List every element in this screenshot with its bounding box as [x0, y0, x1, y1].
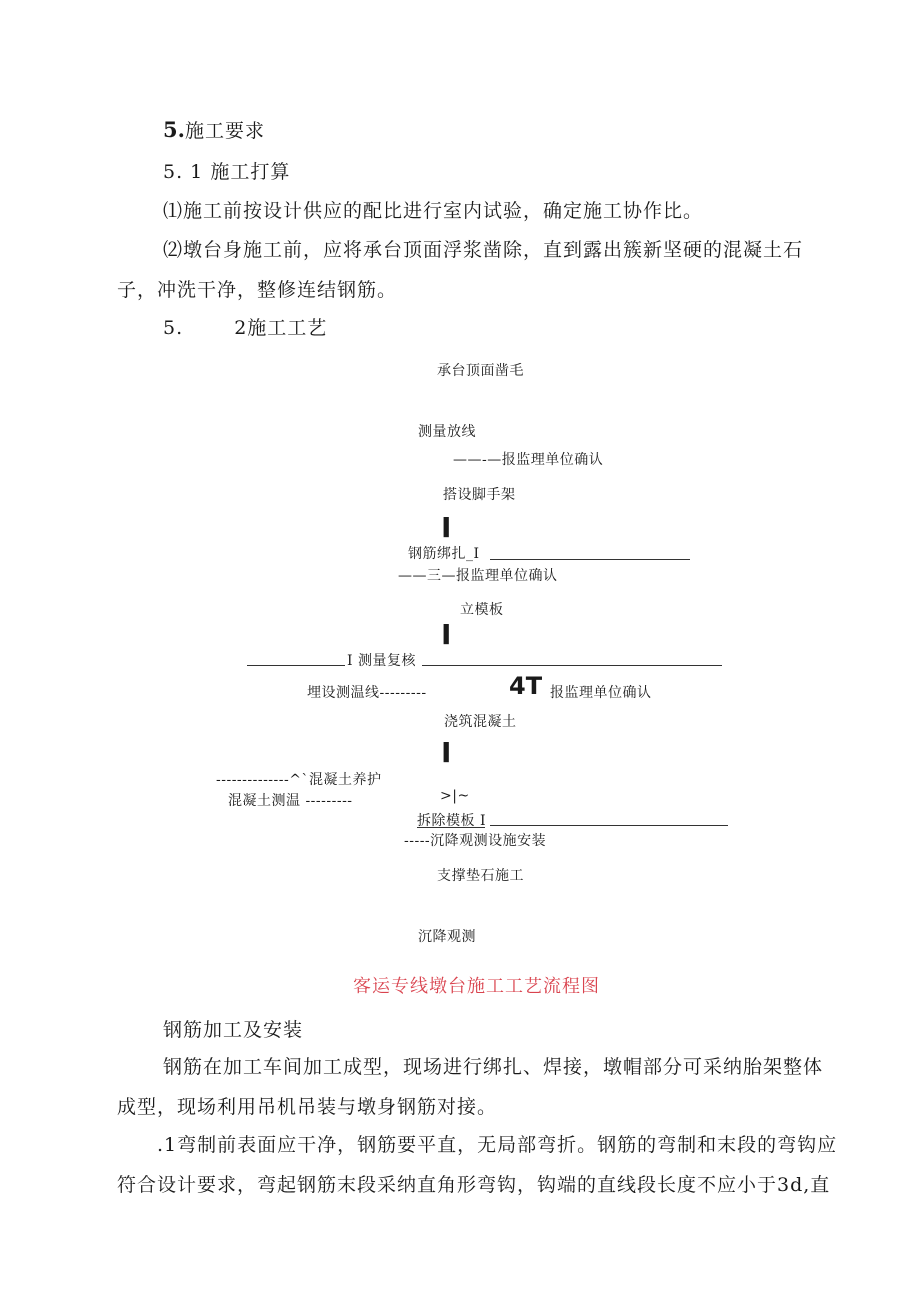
- flow-step-survey: 测量放线: [418, 424, 476, 440]
- flow-report-1: ——-—报监理单位确认: [453, 452, 604, 468]
- flow-mark-4t: 4T: [509, 672, 543, 700]
- flow-report-3: 报监理单位确认: [550, 685, 652, 701]
- rebar-title: 钢筋加工及安装: [163, 1019, 304, 1041]
- flow-line-recheck-right: [422, 665, 722, 666]
- flow-arrow-bar-2: I: [441, 618, 452, 651]
- flow-step-curing: --------------^`混凝土养护: [216, 772, 382, 788]
- flowchart-caption: 客运专线墩台施工工艺流程图: [353, 976, 600, 997]
- flow-line-remove: [490, 825, 728, 826]
- flow-report-2: ——三—报监理单位确认: [398, 568, 558, 584]
- flow-step-scaffold: 搭设脚手架: [443, 487, 516, 503]
- flow-arrow-bar-1: I: [441, 511, 452, 544]
- paragraph-item-2: ⑵墩台身施工前，应将承台顶面浮浆凿除，直到露出簇新坚硬的混凝土石子，冲洗干净，整修连结钢筋。: [117, 239, 804, 301]
- flow-line-underline-remove: [417, 827, 485, 828]
- flow-step-rebar-binding: 钢筋绑扎_I: [408, 546, 480, 562]
- flow-arrow-bar-3: I: [441, 736, 452, 769]
- section-title: 施工要求: [184, 120, 265, 142]
- flow-step-pour-concrete: 浇筑混凝土: [444, 714, 517, 730]
- flow-step-settlement-observe: 沉降观测: [418, 929, 476, 945]
- flow-step-formwork: 立模板: [460, 602, 504, 618]
- flow-line-recheck-left: [247, 665, 345, 666]
- flow-step-remove-formwork: 拆除模板 I: [417, 813, 486, 829]
- subsection-heading-1: [163, 157, 290, 184]
- flow-step-settlement-install: -----沉降观测设施安装: [404, 833, 547, 849]
- flow-line-rebar: [490, 559, 690, 560]
- rebar-paragraph-1: 钢筋在加工车间加工成型，现场进行绑扎、焊接，墩帽部分可采纳胎架整体成型，现场利用吊机吊装与墩身钢筋对接。: [117, 1056, 824, 1118]
- flow-side-temp-wire: 埋设测温线---------: [307, 685, 427, 701]
- subsection-heading-2: [163, 313, 327, 340]
- section-heading: [163, 116, 265, 143]
- subsection-number-2: 5.: [163, 317, 184, 339]
- flow-step-chiseling: 承台顶面凿毛: [437, 363, 524, 379]
- flow-step-support-pad: 支撑垫石施工: [437, 868, 524, 884]
- rebar-paragraph-2: .1弯制前表面应干净，钢筋要平直，无局部弯折。钢筋的弯制和末段的弯钩应符合设计要求，弯起钢筋末段采纳直角形弯钩，钩端的直线段长度不应小于3d,直: [117, 1134, 838, 1196]
- flow-step-survey-recheck: I 测量复核: [347, 653, 416, 669]
- subsection-title-1: 施工打算: [210, 161, 291, 183]
- flow-side-concrete-temp: 混凝土测温 ---------: [228, 793, 353, 809]
- paragraph-item-1: ⑴施工前按设计供应的配比进行室内试验，确定施工协作比。: [163, 200, 704, 222]
- section-number: 5.: [163, 117, 185, 142]
- flow-mark-arrow: >|~: [440, 788, 470, 804]
- subsection-title-2: 2施工工艺: [234, 317, 328, 339]
- subsection-number-1: 5. 1: [163, 161, 204, 183]
